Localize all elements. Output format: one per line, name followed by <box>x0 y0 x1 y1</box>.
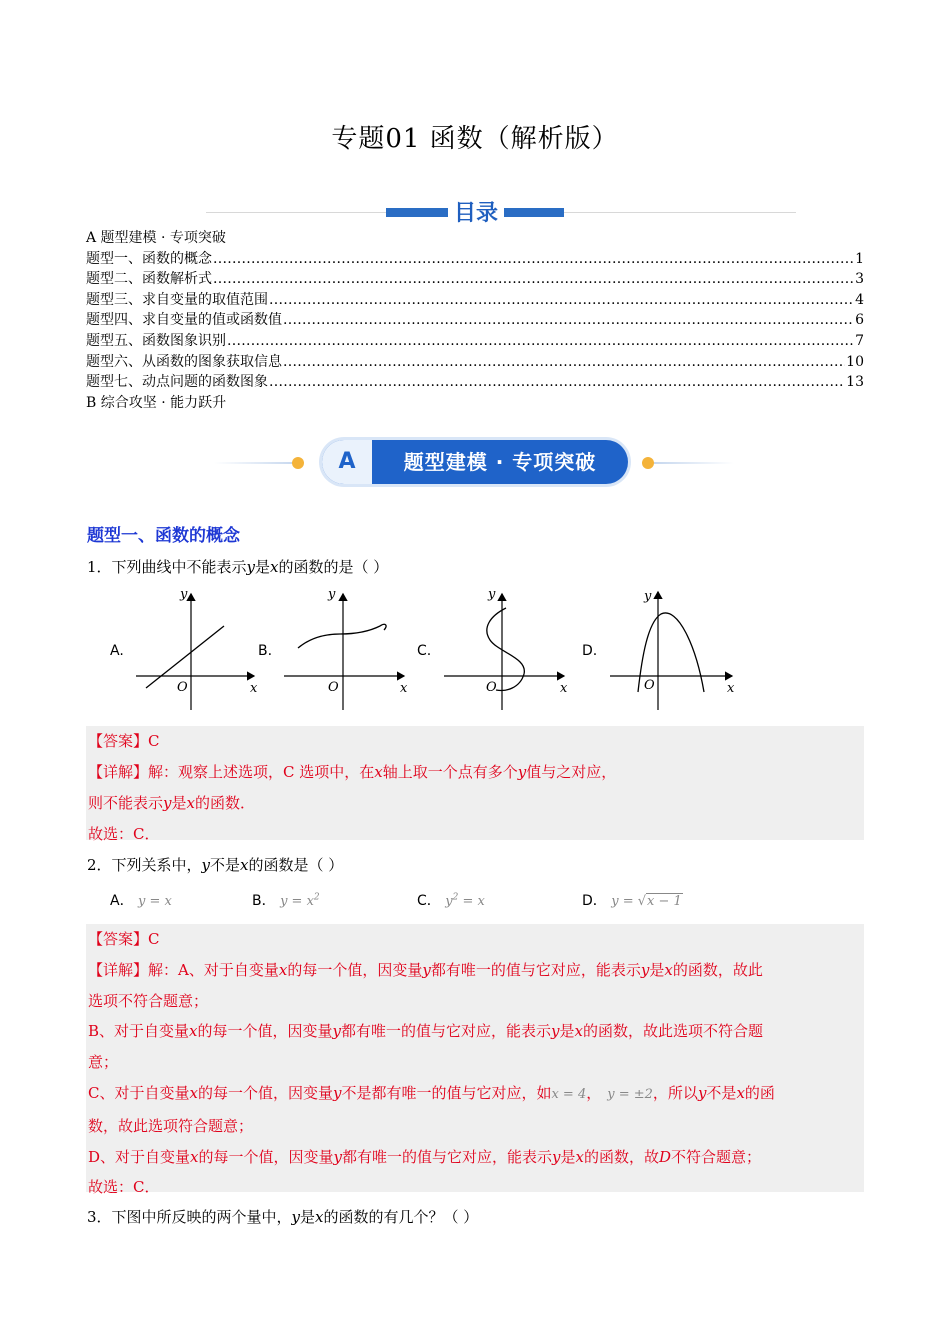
answer-1: 【答案】C <box>88 732 160 750</box>
toc-item-page: 3 <box>855 271 864 288</box>
var-y: y <box>517 763 527 781</box>
section-banner <box>214 440 734 484</box>
math-expr: x = 4 <box>551 1086 587 1102</box>
toc-item-page: 1 <box>855 250 864 267</box>
question-2-stem <box>87 854 343 875</box>
axis-y-label: y <box>180 588 188 602</box>
toc-item-label: 题型五、函数图象识别 <box>86 332 226 349</box>
toc-part-a-label: A 题型建模 · 专项突破 <box>86 230 226 246</box>
toc-item-page: 7 <box>855 332 864 349</box>
q2-text: 的函数是（ ） <box>248 856 344 874</box>
q2-text: 不是 <box>210 856 241 874</box>
axis-x-label: x <box>727 681 735 696</box>
q1-option-b-label[interactable]: B. <box>258 643 273 659</box>
detail-text: 是 <box>649 960 665 979</box>
toc-item-page: 6 <box>855 312 864 329</box>
var-y: y <box>422 960 431 979</box>
detail-text: 的函数． <box>194 794 255 812</box>
section-heading: 题型一、函数的概念 <box>87 526 240 546</box>
detail-text: 的每一个值，因变量 <box>198 1147 334 1166</box>
option-expr: = x <box>458 894 485 909</box>
detail-text: 的每一个值，因变量 <box>197 1022 333 1041</box>
origin-label: O <box>328 680 339 695</box>
toc-item-label: 题型六、从函数的图象获取信息 <box>86 353 282 370</box>
curve <box>146 626 224 688</box>
q3-text: 是 <box>300 1208 316 1226</box>
axis-y-label: y <box>644 589 652 604</box>
detail-text: 轴上取一个点有多个 <box>382 763 518 781</box>
toc-item-label: 题型四、求自变量的值或函数值 <box>86 312 282 329</box>
var-x: x <box>240 856 249 874</box>
var-y: y <box>552 1147 561 1166</box>
answer-block-2 <box>86 924 864 1197</box>
q2-text: 2．下列关系中， <box>87 856 202 874</box>
banner-letter: A <box>322 440 372 484</box>
option-sup: 2 <box>313 892 320 903</box>
detail-tag: 【详解】 <box>88 960 149 979</box>
detail-text: 不符合题意； <box>671 1147 762 1166</box>
toc-item-label: 题型三、求自变量的取值范围 <box>86 291 268 308</box>
toc-item[interactable] <box>86 331 864 352</box>
detail-text: 都有唯一的值与它对应，能表示 <box>342 1147 553 1166</box>
detail-2-final: 故选：C． <box>88 1178 160 1197</box>
q1-text: 是 <box>255 558 271 576</box>
toc-leader <box>213 269 854 290</box>
toc-item[interactable] <box>86 352 864 373</box>
q2-option-a[interactable] <box>110 890 172 910</box>
banner-dot-left <box>292 457 304 469</box>
axis-x-label: x <box>400 681 408 696</box>
option-label: A． <box>110 893 134 909</box>
var-x: x <box>189 1022 198 1041</box>
detail-text: 则不能表示 <box>88 794 164 812</box>
answer-block-1 <box>86 726 864 843</box>
detail-text: 是 <box>559 1022 575 1041</box>
detail-tag: 【详解】 <box>88 763 149 781</box>
radicand: x − 1 <box>647 894 682 909</box>
detail-1-line-1 <box>86 757 864 788</box>
var-y: y <box>333 1147 342 1166</box>
toc-item-page: 10 <box>846 353 864 370</box>
var-y: y <box>332 1022 341 1041</box>
q2-option-d[interactable] <box>582 890 683 910</box>
detail-2-b-cont: 意； <box>88 1053 119 1072</box>
var-y: y <box>640 960 650 979</box>
var-x: x <box>189 1083 198 1102</box>
origin-label: O <box>644 678 655 693</box>
var-x: x <box>575 1147 584 1166</box>
var-d: D <box>659 1147 672 1166</box>
detail-2-a-cont: 选项不符合题意； <box>88 991 209 1010</box>
radical-sign: √ <box>637 894 647 909</box>
option-sup: 2 <box>452 892 459 903</box>
answer-2: 【答案】C <box>88 930 160 948</box>
curve <box>487 608 525 690</box>
var-y: y <box>201 856 211 874</box>
q1-option-a-label[interactable]: A. <box>110 643 124 659</box>
axis-y-label: y <box>488 588 496 602</box>
toc-item[interactable] <box>86 249 864 270</box>
banner-line-left <box>214 462 296 464</box>
toc-header-bar-right <box>504 208 564 217</box>
option-expr: y = <box>611 894 638 909</box>
toc-part-b-label: B 综合攻坚 · 能力跃升 <box>86 394 227 411</box>
question-3-stem <box>87 1206 478 1227</box>
toc-leader <box>269 372 845 393</box>
detail-text: 的函数，故此选项不符合题 <box>582 1022 763 1041</box>
var-x: x <box>664 960 673 979</box>
toc-leader <box>213 249 854 270</box>
graph-d <box>606 586 740 713</box>
banner-text: 题型建模 · 专项突破 <box>403 450 597 474</box>
toc-header <box>86 198 796 228</box>
toc-item[interactable] <box>86 310 864 331</box>
page-title: 专题01 函数（解析版） <box>331 124 619 154</box>
detail-2-a <box>86 955 864 986</box>
var-x: x <box>186 794 195 812</box>
var-y: y <box>697 1083 707 1102</box>
detail-text: ， <box>586 1083 602 1102</box>
detail-2-d <box>86 1142 864 1173</box>
detail-1-line-3: 故选：C． <box>88 825 160 843</box>
toc-item[interactable] <box>86 290 864 311</box>
toc-leader <box>283 310 854 331</box>
detail-text: D、对于自变量 <box>88 1147 191 1166</box>
var-x: x <box>190 1147 199 1166</box>
toc-item-label: 题型一、函数的概念 <box>86 250 212 267</box>
toc-leader <box>283 352 845 373</box>
origin-label: O <box>177 680 188 695</box>
toc-part-a[interactable] <box>86 228 864 249</box>
option-label: B． <box>252 893 276 909</box>
math-expr: y = ±2 <box>607 1086 653 1102</box>
q3-text: 的函数的有几个？（ ） <box>323 1208 479 1226</box>
detail-text: 不是都有唯一的值与它对应，如 <box>341 1083 552 1102</box>
toc-item[interactable] <box>86 269 864 290</box>
detail-text: 的每一个值，因变量 <box>287 960 423 979</box>
toc-leader <box>227 331 854 352</box>
origin-label: O <box>486 680 497 695</box>
curve <box>298 624 386 648</box>
var-y: y <box>246 558 256 576</box>
q1-option-d-label[interactable]: D. <box>582 643 598 659</box>
detail-text: 值与之对应， <box>526 763 617 781</box>
graph-b <box>280 588 412 713</box>
q3-text: 3．下图中所反映的两个量中， <box>87 1208 292 1226</box>
var-x: x <box>315 1208 324 1226</box>
detail-text: 的每一个值，因变量 <box>197 1083 333 1102</box>
detail-text: C、对于自变量 <box>88 1083 190 1102</box>
var-x: x <box>574 1022 583 1041</box>
banner-line-right <box>654 462 734 464</box>
table-of-contents <box>86 228 864 413</box>
graph-a <box>132 588 262 713</box>
option-expr: y = x <box>138 894 172 909</box>
detail-2-c-cont: 数，故此选项符合题意； <box>88 1116 254 1135</box>
q1-option-c-label[interactable]: C. <box>417 643 432 659</box>
detail-text: 是 <box>560 1147 576 1166</box>
detail-text: 的函数，故此 <box>672 960 763 979</box>
toc-leader <box>269 290 854 311</box>
banner-dot-right <box>642 457 654 469</box>
toc-item-page: 4 <box>855 291 864 308</box>
axis-x-label: x <box>560 681 568 696</box>
detail-text: 解：A、对于自变量 <box>148 960 279 979</box>
var-y: y <box>291 1208 301 1226</box>
var-y: y <box>551 1022 560 1041</box>
q1-text: 1．下列曲线中不能表示 <box>87 558 247 576</box>
q2-option-c[interactable] <box>417 890 485 910</box>
axis-x-label: x <box>250 681 258 696</box>
var-x: x <box>278 960 288 979</box>
q1-text: 的函数的是（ ） <box>278 558 389 576</box>
var-x: x <box>270 558 279 576</box>
detail-2-c <box>86 1078 864 1111</box>
axis-y-label: y <box>328 588 336 602</box>
detail-text: B、对于自变量 <box>88 1022 190 1041</box>
detail-text: 不是 <box>706 1083 737 1102</box>
toc-item-page: 13 <box>846 374 864 391</box>
detail-1-line-2 <box>86 788 864 819</box>
toc-item-label: 题型七、动点问题的函数图象 <box>86 374 268 391</box>
detail-text: 都有唯一的值与它对应，能表示 <box>430 960 641 979</box>
toc-item-label: 题型二、函数解析式 <box>86 271 212 288</box>
var-y: y <box>332 1083 342 1102</box>
toc-header-bar-left <box>386 208 448 217</box>
toc-item[interactable] <box>86 372 864 393</box>
detail-text: 的函数，故 <box>583 1147 659 1166</box>
option-expr: y = x <box>280 894 314 909</box>
question-1-stem <box>87 556 388 577</box>
q2-option-b[interactable] <box>252 890 320 910</box>
toc-part-b[interactable] <box>86 393 864 414</box>
option-label: D． <box>582 893 607 909</box>
var-x: x <box>374 763 383 781</box>
option-expr: y <box>445 894 453 909</box>
option-label: C． <box>417 893 441 909</box>
detail-text: 解：观察上述选项，C 选项中，在 <box>148 763 375 781</box>
var-y: y <box>163 794 172 812</box>
detail-text: 的函 <box>744 1083 775 1102</box>
detail-text: ，所以 <box>652 1083 698 1102</box>
var-x: x <box>736 1083 745 1102</box>
toc-heading: 目录 <box>448 196 504 227</box>
graph-c <box>440 588 572 713</box>
banner-pill <box>322 440 628 484</box>
detail-2-b <box>86 1016 864 1047</box>
detail-text: 是 <box>171 794 187 812</box>
detail-text: 都有唯一的值与它对应，能表示 <box>341 1022 552 1041</box>
